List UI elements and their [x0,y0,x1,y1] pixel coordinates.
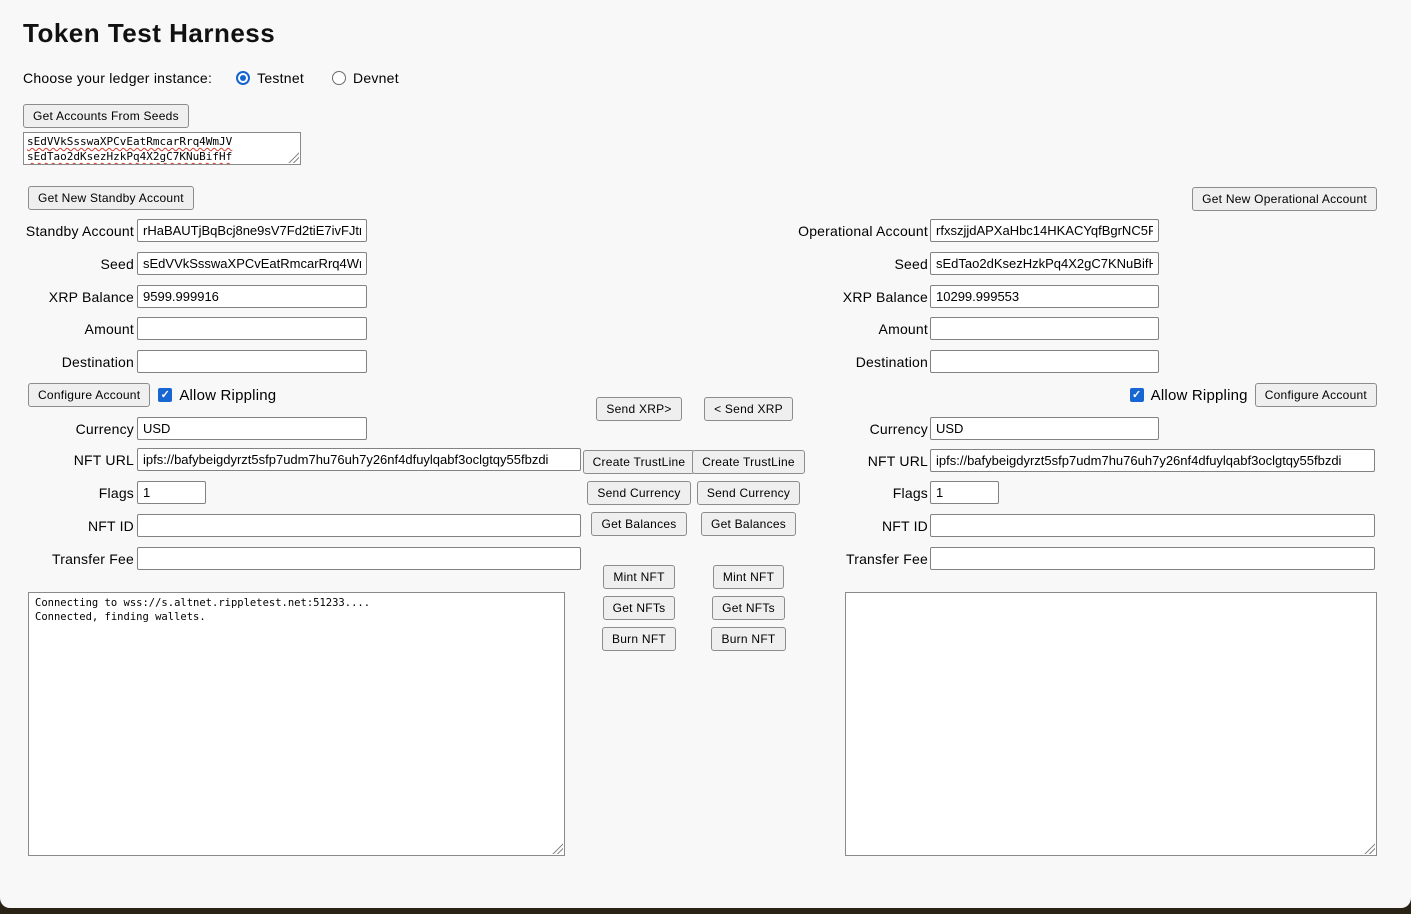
standby-burn-nft-button[interactable]: Burn NFT [602,627,676,651]
operational-mint-nft-button[interactable]: Mint NFT [713,565,784,589]
operational-burn-nft-button[interactable]: Burn NFT [711,627,785,651]
get-new-standby-account-button[interactable]: Get New Standby Account [28,186,194,210]
seed-line: sEdTao2dKsezHzkPq4X2gC7KNuBifHf [27,150,233,163]
operational-amount-row [798,317,1159,340]
standby-xrp-balance-label: XRP Balance [48,288,134,305]
radio-group-testnet[interactable] [236,70,304,86]
standby-xrp-balance-input[interactable] [137,285,367,308]
standby-nft-id-row [25,514,581,537]
operational-xrp-balance-label: XRP Balance [842,288,928,305]
devnet-radio-label: Devnet [353,70,399,86]
standby-destination-label: Destination [61,353,134,370]
standby-transfer-fee-input[interactable] [137,547,581,570]
operational-currency-label: Currency [869,420,928,437]
standby-mint-nft-button[interactable]: Mint NFT [603,565,674,589]
send-xrp-to-operational-button[interactable]: Send XRP> [596,397,681,421]
standby-account-label: Standby Account [25,222,134,239]
standby-results-textarea[interactable] [28,592,565,856]
operational-get-nfts-button[interactable]: Get NFTs [712,596,785,620]
operational-actions-column [701,397,796,658]
ledger-instance-row [23,70,427,86]
standby-xrp-balance-row [25,285,367,308]
operational-allow-rippling-checkbox[interactable]: ✓ [1130,388,1144,402]
operational-transfer-fee-label: Transfer Fee [845,550,928,567]
standby-transfer-fee-label: Transfer Fee [51,550,134,567]
resize-handle-icon[interactable] [1364,843,1375,854]
standby-account-input[interactable] [137,219,367,242]
testnet-radio-label: Testnet [257,70,304,86]
standby-currency-row [25,417,367,440]
radio-group-devnet[interactable] [332,70,399,86]
resize-handle-icon[interactable] [552,843,563,854]
operational-results-textarea[interactable] [845,592,1377,856]
operational-xrp-balance-row [798,285,1159,308]
operational-configure-row [1130,383,1377,407]
operational-nft-url-input[interactable] [930,449,1375,472]
standby-create-trustline-button[interactable]: Create TrustLine [583,450,696,474]
operational-flags-label: Flags [892,484,928,501]
standby-nft-id-input[interactable] [137,514,581,537]
operational-nft-id-label: NFT ID [881,517,928,534]
page-title: Token Test Harness [23,18,276,48]
standby-actions-column [592,397,686,658]
seed-line: sEdVVkSsswaXPCvEatRmcarRrq4WmJV [27,135,233,148]
operational-flags-row [798,481,999,504]
operational-nft-id-row [798,514,1375,537]
standby-seed-row [25,252,367,275]
radio-dot-icon [240,75,246,81]
get-new-operational-account-button[interactable]: Get New Operational Account [1192,187,1377,211]
operational-account-row [798,219,1159,242]
operational-destination-row [798,350,1159,373]
standby-get-nfts-button[interactable]: Get NFTs [603,596,676,620]
standby-destination-row [25,350,367,373]
standby-seed-input[interactable] [137,252,367,275]
operational-account-label: Operational Account [798,222,928,239]
standby-amount-row [25,317,367,340]
get-accounts-from-seeds-button[interactable]: Get Accounts From Seeds [23,104,189,128]
standby-flags-input[interactable] [137,481,206,504]
operational-send-currency-button[interactable]: Send Currency [697,481,800,505]
operational-create-trustline-button[interactable]: Create TrustLine [692,450,805,474]
operational-account-input[interactable] [930,219,1159,242]
standby-send-currency-button[interactable]: Send Currency [587,481,690,505]
operational-destination-input[interactable] [930,350,1159,373]
log-line: Connecting to wss://s.altnet.rippletest.net:51233.... [35,597,371,609]
operational-flags-input[interactable] [930,481,999,504]
standby-nft-url-label: NFT URL [73,451,134,468]
standby-nft-id-label: NFT ID [87,517,134,534]
operational-seed-input[interactable] [930,252,1159,275]
standby-destination-input[interactable] [137,350,367,373]
operational-destination-label: Destination [855,353,928,370]
standby-flags-label: Flags [98,484,134,501]
operational-allow-rippling-label: Allow Rippling [1150,386,1248,404]
operational-xrp-balance-input[interactable] [930,285,1159,308]
operational-amount-label: Amount [878,320,928,337]
operational-seed-row [798,252,1159,275]
standby-nft-url-row [25,448,581,471]
operational-configure-account-button[interactable]: Configure Account [1255,383,1377,407]
operational-get-balances-button[interactable]: Get Balances [701,512,796,536]
operational-nft-url-row [798,449,1375,472]
standby-allow-rippling-checkbox[interactable]: ✓ [158,388,172,402]
send-xrp-to-standby-button[interactable]: < Send XRP [704,397,793,421]
operational-nft-url-label: NFT URL [867,452,928,469]
operational-transfer-fee-row [798,547,1375,570]
operational-currency-row [798,417,1159,440]
operational-amount-input[interactable] [930,317,1159,340]
standby-flags-row [25,481,206,504]
seeds-textarea[interactable] [23,132,301,165]
ledger-instance-label: Choose your ledger instance: [23,70,213,86]
operational-seed-label: Seed [894,255,928,272]
standby-seed-label: Seed [100,255,134,272]
standby-currency-label: Currency [75,420,134,437]
standby-amount-input[interactable] [137,317,367,340]
operational-currency-input[interactable] [930,417,1159,440]
log-line: Connected, finding wallets. [35,611,206,623]
standby-amount-label: Amount [84,320,134,337]
standby-allow-rippling-label: Allow Rippling [179,386,277,404]
operational-transfer-fee-input[interactable] [930,547,1375,570]
standby-currency-input[interactable] [137,417,367,440]
resize-handle-icon[interactable] [288,152,299,163]
standby-get-balances-button[interactable]: Get Balances [591,512,686,536]
testnet-radio[interactable] [236,71,250,85]
standby-configure-account-button[interactable]: Configure Account [28,383,150,407]
standby-nft-url-input[interactable] [137,448,581,471]
standby-account-row [25,219,367,242]
standby-transfer-fee-row [25,547,581,570]
devnet-radio[interactable] [332,71,346,85]
operational-nft-id-input[interactable] [930,514,1375,537]
standby-configure-row [28,383,283,407]
